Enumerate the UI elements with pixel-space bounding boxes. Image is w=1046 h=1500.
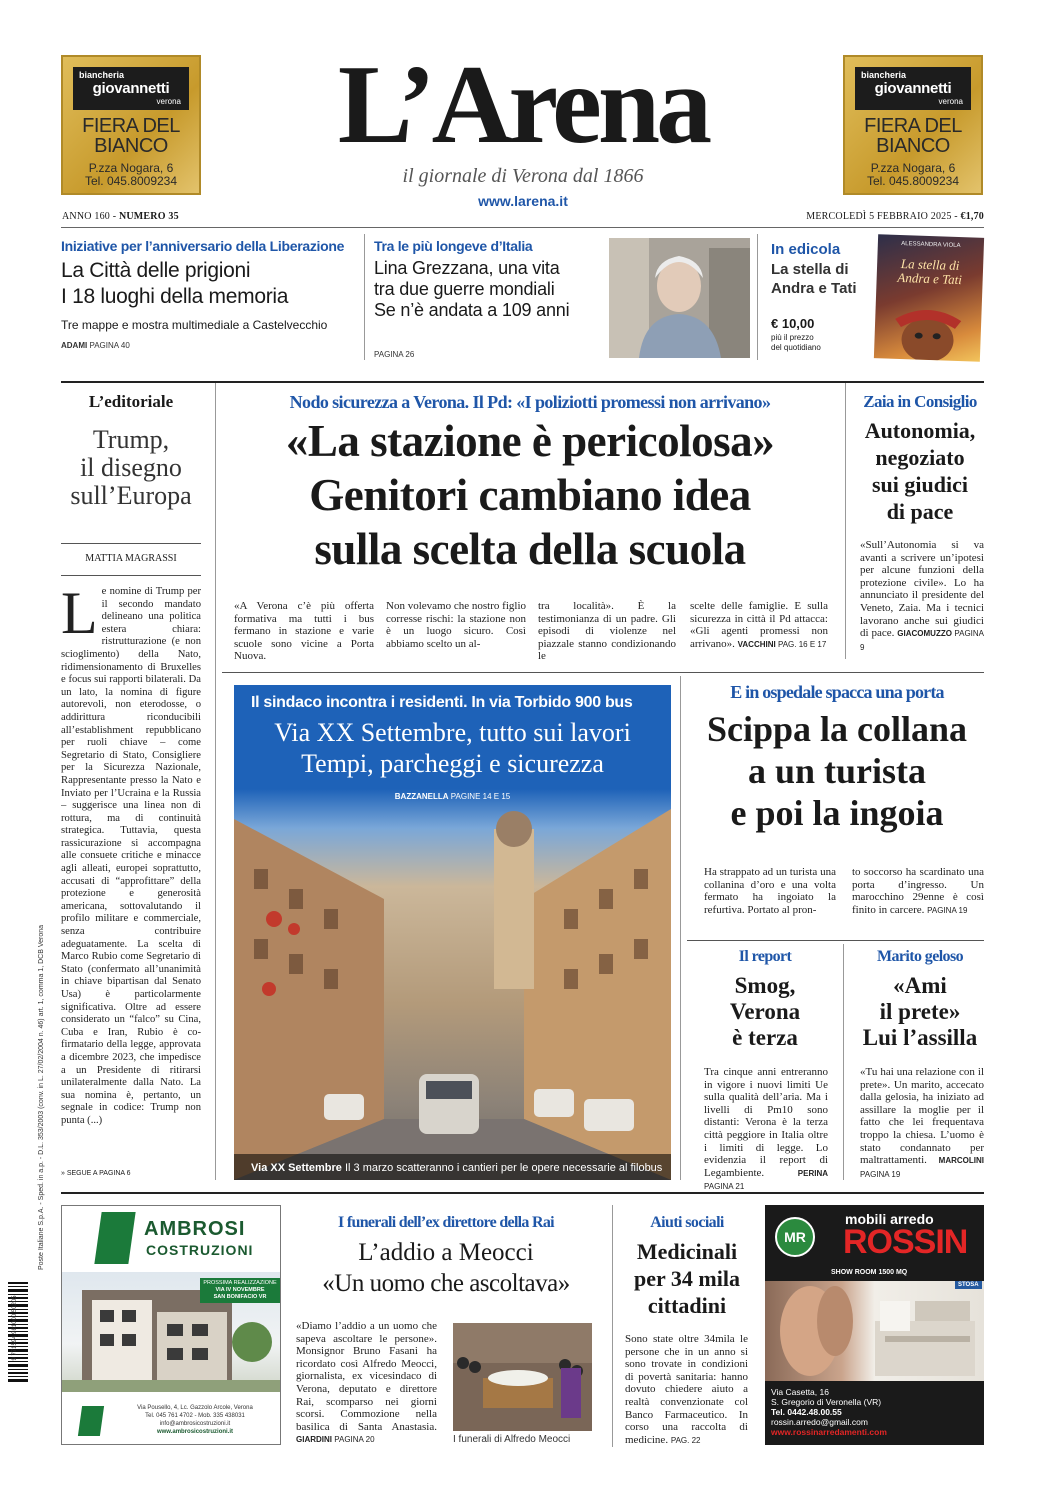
geloso-body-text: «Tu hai una relazione con il prete». Un marito, accecato dalla gelosia, ha iniziato ad assillare la moglie per il fatto che lei frequentava troppo la chiesa. L’uomo è stato condannato per maltrattamenti. — [860, 1066, 984, 1167]
teaser-title-2: I 18 luoghi della memoria — [61, 285, 289, 308]
credit-page: PAGINA 19 — [927, 905, 968, 915]
smog-title-3: è terza — [732, 1025, 798, 1050]
editorial-rule — [61, 543, 201, 544]
ambrosi-web[interactable]: www.ambrosicostruzioni.it — [156, 1429, 234, 1435]
meocci-body-text: «Diamo l’addio a un uomo che sapeva ascoltare le persone». Monsignor Bruno Fasani ha ricordato così Alfredo Meocci, giornalista, ex vicesindaco di Verona, deputato e direttore Rai, scomparso nei giorni scorsi. Commozione nella basilica di Santa Anastasia. — [296, 1320, 437, 1433]
ambrosi-contacts — [110, 1404, 280, 1436]
zaia-kicker: Zaia in Consiglio — [863, 392, 977, 411]
zaia-block[interactable] — [855, 392, 985, 525]
rossin-contacts — [771, 1387, 887, 1437]
ad-rossin[interactable] — [765, 1205, 984, 1445]
rossin-brand: ROSSIN — [843, 1223, 968, 1261]
photo-story-header[interactable] — [234, 685, 671, 789]
book-title: La stella di Andra e Tati — [897, 256, 963, 288]
column-divider — [680, 676, 681, 1180]
ambrosi-phone: Tel. 045 761 4702 - Mob. 335 438031 — [145, 1413, 245, 1419]
teaser-liberazione[interactable] — [61, 238, 357, 350]
smog-kicker: Il report — [738, 948, 792, 965]
editorial-author: MATTIA MAGRASSI — [85, 553, 177, 564]
issue-price: €1,70 — [960, 211, 984, 222]
book-author: ALESSANDRA VIOLA — [901, 240, 961, 250]
ambrosi-logo-small-icon — [78, 1406, 104, 1436]
teaser-edicola[interactable] — [771, 241, 871, 353]
edicola-title-1: La stella di — [771, 261, 849, 278]
lead-col-2: Non volevamo che nostro figlio corresse rischi: la stazione non è un luogo sicuro. Così abbiamo scelto un al- — [386, 600, 526, 650]
kitchen-illustration — [765, 1281, 984, 1381]
portrait-illustration — [609, 238, 750, 358]
lead-kicker: Nodo sicurezza a Verona. Il Pd: «I poliziotti promessi non arrivano» — [289, 392, 771, 412]
rossin-city: S. Gregorio di Veronella (VR) — [771, 1397, 882, 1407]
teaser-title-3: Se n’è andata a 109 anni — [374, 300, 570, 320]
ad-address: P.zza Nogara, 6 — [870, 161, 956, 175]
lead-title-3: sulla scelta della scuola — [314, 524, 746, 574]
photo-caption-bold: Via XX Settembre — [251, 1162, 342, 1174]
edicola-price: € 10,00 — [771, 316, 815, 331]
ambrosi-address: Via Pousello, 4, Lc. Gazzolo Arcole, Verona — [137, 1405, 253, 1411]
issue-year: ANNO 160 — [62, 211, 110, 222]
ad-address: P.zza Nogara, 6 — [88, 161, 174, 175]
site-link[interactable]: www.larena.it — [478, 193, 568, 209]
ambrosi-banner-2: VIA IV NOVEMBRE — [215, 1287, 265, 1293]
rossin-email: rossin.arredo@gmail.com — [771, 1417, 868, 1427]
issue-date-price: MERCOLEDÌ 5 FEBBRAIO 2025 - €1,70 — [806, 211, 984, 222]
geloso-title-2: il prete» — [879, 999, 961, 1024]
edicola-note-2: del quotidiano — [771, 343, 821, 352]
credit-author: BAZZANELLA — [394, 792, 449, 801]
scippo-title-3: e poi la ingoia — [730, 793, 944, 833]
ad-brand-block — [855, 67, 971, 110]
rossin-logo-icon: MR — [775, 1217, 815, 1257]
section-divider — [687, 940, 984, 941]
editorial-continue[interactable]: » SEGUE A PAGINA 6 — [61, 1170, 131, 1177]
scippo-col-2 — [852, 866, 984, 917]
meocci-body — [296, 1320, 437, 1447]
column-divider — [215, 383, 216, 1180]
ad-title: FIERA DEL BIANCO — [864, 115, 962, 157]
ad-phone: Tel. 045.8009234 — [866, 174, 960, 188]
geloso-kicker: Marito geloso — [877, 948, 963, 965]
editorial-kicker: L’editoriale — [88, 392, 174, 411]
funeral-caption: I funerali di Alfredo Meocci — [453, 1434, 571, 1445]
medicinali-title-2: per 34 mila — [634, 1266, 740, 1291]
credit-page: PAGINA 9 — [860, 629, 984, 652]
photo-story-title-1: Via XX Settembre, tutto sui lavori — [274, 718, 631, 747]
photo-story-kicker: Il sindaco incontra i residenti. In via Torbido 900 bus — [251, 694, 633, 711]
funeral-photo — [453, 1323, 592, 1431]
credit-author: MARCOLINI — [938, 1156, 984, 1166]
credit-author: VACCHINI — [737, 639, 776, 649]
barcode — [4, 1280, 32, 1390]
meocci-block[interactable] — [296, 1214, 596, 1299]
teaser-credit: PAGINA 26 — [374, 350, 415, 359]
lead-col-1: «A Verona c’è più offerta formativa ma tutti i bus fermano in stazione e varie scuole sono vicine a Porta Nuova. — [234, 600, 374, 663]
smog-title-2: Verona — [729, 999, 801, 1024]
issue-info: ANNO 160 - NUMERO 35 — [62, 211, 179, 222]
credit-page: PAGINE 14 E 15 — [450, 792, 511, 801]
column-divider — [364, 234, 365, 360]
ad-brand-block — [73, 67, 189, 110]
credit-author: GIACOMUZZO — [897, 629, 952, 639]
ad-giovannetti-right[interactable] — [843, 55, 983, 195]
rossin-showroom: SHOW ROOM 1500 MQ — [831, 1269, 908, 1276]
lead-title-1: «La stazione è pericolosa» — [285, 416, 775, 466]
rossin-brand-top: mobili arredo — [845, 1211, 934, 1227]
smog-body-text: Tra cinque anni entreranno in vigore i nuovi limiti Ue sulla qualità dell’aria. Ma i livelli di Pm10 sono distanti: Verona è la terza città peggiore in Italia oltre i limiti di legge. Lo evidenzia il report di Legambiente. — [704, 1066, 828, 1179]
ad-brand-small: biancheria — [79, 70, 125, 80]
zaia-title-2: negoziato — [875, 445, 965, 470]
street-illustration — [234, 789, 671, 1180]
ambrosi-logo-icon — [94, 1212, 135, 1264]
funeral-illustration — [453, 1323, 592, 1431]
ambrosi-brand-2: COSTRUZIONI — [146, 1242, 254, 1258]
ambrosi-banner-3: SAN BONIFACIO VR — [213, 1294, 267, 1300]
zaia-title-3: sui giudici — [872, 472, 968, 497]
meocci-kicker: I funerali dell’ex direttore della Rai — [338, 1214, 554, 1231]
issue-date: MERCOLEDÌ 5 FEBBRAIO 2025 — [806, 211, 952, 222]
teaser-subtitle: Tre mappe e mostra multimediale a Castelvecchio — [61, 318, 328, 332]
ambrosi-banner-1: PROSSIMA REALIZZAZIONE — [203, 1280, 277, 1286]
teaser-title-1: La Città delle prigioni — [61, 259, 251, 282]
column-divider — [757, 234, 758, 360]
editorial-title-1: Trump, — [92, 425, 170, 454]
grezzana-photo — [609, 238, 750, 358]
lead-col-4 — [690, 600, 828, 651]
edicola-kicker: In edicola — [771, 241, 841, 258]
teaser-credit — [61, 341, 357, 350]
medicinali-block[interactable] — [620, 1214, 754, 1319]
scippo-block[interactable] — [690, 682, 984, 834]
edicola-title-2: Andra e Tati — [771, 280, 857, 297]
smog-block[interactable] — [695, 948, 835, 1051]
barcode-number: 9 771594 981000 50205 — [12, 1295, 18, 1361]
ad-title: FIERA DEL BIANCO — [82, 115, 180, 157]
meocci-title-1: L’addio a Meocci — [358, 1239, 534, 1266]
book-illustration — [874, 298, 982, 362]
editorial-dropcap: L — [61, 586, 98, 646]
scippo-col-1: Ha strappato ad un turista una collanina d’oro e una volta fermato ha ingoiato la refurtiva. Portato al pron- — [704, 866, 836, 916]
meocci-title-2: «Un uomo che ascoltava» — [322, 1270, 570, 1297]
zaia-title-4: di pace — [886, 499, 954, 524]
rossin-address: Via Casetta, 16 — [771, 1387, 829, 1397]
ad-brand: giovannetti — [874, 80, 952, 97]
editorial-title-3: sull’Europa — [70, 481, 192, 510]
barcode-graphic — [4, 1280, 32, 1390]
rossin-web[interactable]: www.rossinarredamenti.com — [771, 1427, 887, 1437]
teaser-kicker: Iniziative per l’anniversario della Liberazione — [61, 238, 345, 254]
teaser-grezzana[interactable] — [374, 238, 606, 359]
credit-page: PAGINA 19 — [860, 1169, 901, 1179]
teaser-title-1: Lina Grezzana, una vita — [374, 258, 560, 278]
ad-ambrosi[interactable] — [61, 1205, 281, 1445]
medicinali-kicker: Aiuti sociali — [650, 1214, 724, 1231]
credit-page: PAGINA 21 — [704, 1182, 745, 1192]
section-divider — [61, 1192, 984, 1194]
medicinali-title-1: Medicinali — [636, 1239, 738, 1264]
column-divider — [845, 383, 846, 659]
book-cover — [874, 234, 984, 362]
column-divider — [843, 944, 844, 1180]
medicinali-body — [625, 1333, 748, 1447]
geloso-title-1: «Ami — [893, 973, 947, 998]
editorial-body-text: e nomine di Trump per il secondo mandato delineano una politica estera chiara: ristrutturazione (e non scioglimento) della Nato, ridimensionamento di Bruxelles e focus sui rapporti bilaterali. Da un lato, la nomina di figure autorevoli, non eterodosse, o addirittura riconducibili all’establishment repubblicano per ruoli chiave – come Segretario di Stato, Consigliere per la Sicurezza Nazionale, Rappresentante presso la Nato e Inviato per l’Ucraina e la Russia – suggerisce una linea non di rottura, ma di continuità strategica. Tuttavia, questa rassicurazione si accompagna alle consuete critiche e minacce agli alleati, europei soprattutto, accusati di “approfittare” della protezione e generosità americana, sottovalutando il profilo militare e commerciale, senza contribuire adeguatamente. La scelta di Marco Rubio come Segretario di Stato (confermato all’unanimità in chiave bipartisan dal Senato Usa) è particolarmente significativa. Oltre ad essere considerato un “falco” su Cina, Cuba e Iran, Rubio è co-firmatario della legge, approvata a dicembre 2023, che impedisce a un Presidente di ritirarsi unilateralmente dalla Nato. La sua nomina è, pertanto, un segnale in codice: Trump non punta (...) — [61, 586, 201, 1126]
editorial-block[interactable] — [61, 392, 201, 510]
rossin-phone: Tel. 0442.48.00.55 — [771, 1407, 842, 1417]
credit-author: PERINA — [797, 1168, 828, 1178]
masthead-tagline: il giornale di Verona dal 1866 — [402, 165, 644, 187]
column-divider — [612, 1205, 613, 1447]
lead-col-4-text: scelte delle famiglie. E sulla sicurezza in città il Pd attacca: «Gli agenti promessi non arrivano». — [690, 600, 828, 650]
editorial-body — [61, 586, 201, 1180]
lead-title-2: Genitori cambiano idea — [309, 470, 751, 520]
teaser-title-2: tra due guerre mondiali — [374, 279, 555, 299]
scippo-col-2-text: to soccorso ha scardinato una porta d’ingresso. Un marocchino 29enne è così finito in carcere. — [852, 866, 984, 916]
ambrosi-email: info@ambrosicostruzioni.it — [159, 1421, 231, 1427]
ambrosi-brand: AMBROSI — [144, 1218, 246, 1240]
teaser-kicker: Tra le più longeve d’Italia — [374, 238, 533, 254]
postal-notice: Poste Italiane S.p.A. - Sped. in a.p. - D.L. 353/2003 (conv. in L. 27/02/2004 n. 46) art. 1, comma 1, DCB Verona — [38, 924, 45, 1270]
credit-page: PAG. 22 — [670, 1435, 701, 1445]
ad-phone: Tel. 045.8009234 — [84, 174, 178, 188]
rossin-photo — [765, 1281, 984, 1381]
credit-author: GIARDINI — [296, 1435, 332, 1445]
via-xx-settembre-photo — [234, 789, 671, 1180]
smog-title-1: Smog, — [734, 973, 796, 998]
photo-story-title-2: Tempi, parcheggi e sicurezza — [301, 749, 604, 778]
scippo-kicker: E in ospedale spacca una porta — [730, 682, 944, 702]
geloso-title-3: Lui l’assilla — [862, 1025, 978, 1050]
ad-brand-small: biancheria — [861, 70, 907, 80]
ad-brand: giovannetti — [92, 80, 170, 97]
zaia-body — [860, 539, 984, 654]
lead-col-3: tra località». È la testimonianza di un padre. Gli episodi di violenze nel piazzale stanno condizionando le — [538, 600, 676, 663]
edicola-note-1: più il prezzo — [771, 333, 814, 342]
ad-city: verona — [938, 97, 963, 106]
masthead-divider — [61, 227, 984, 228]
lead-headline[interactable] — [222, 414, 838, 576]
zaia-title-1: Autonomia, — [864, 418, 976, 443]
photo-caption — [251, 1162, 662, 1174]
ad-city: verona — [156, 97, 181, 106]
issue-number: NUMERO 35 — [118, 211, 179, 222]
geloso-body — [860, 1066, 984, 1181]
editorial-rule — [61, 575, 201, 576]
zaia-body-text: «Sull’Autonomia si va avanti a scrivere un’ipotesi per alcune funzioni della protezione civile». Lo ha annunciato il presidente del Veneto, Zaia. Ma i tecnici lavorano anche sui giudici di pace. — [860, 539, 984, 640]
section-divider — [222, 672, 984, 673]
medicinali-body-text: Sono state oltre 34mila le persone che in un anno si sono trovate in condizioni di povertà sanitaria: hanno dovuto chiedere aiuto a realtà convenzionate col Banco Farmaceutico. In corso una raccolta di medicine. — [625, 1333, 748, 1446]
credit-author: ADAMI — [61, 341, 88, 350]
scippo-title-1: Scippa la collana — [706, 709, 968, 749]
ambrosi-banner — [200, 1278, 280, 1303]
geloso-block[interactable] — [855, 948, 985, 1051]
credit-page: PAGINA 40 — [89, 341, 130, 350]
rossin-stosa-badge: STOSA — [955, 1281, 982, 1289]
editorial-title-2: il disegno — [80, 453, 182, 482]
credit-page: PAGINA 20 — [334, 1435, 375, 1445]
scippo-title-2: a un turista — [747, 751, 927, 791]
smog-body — [704, 1066, 828, 1194]
credit-page: PAG. 16 E 17 — [777, 639, 827, 649]
ad-giovannetti-left[interactable] — [61, 55, 201, 195]
photo-caption-text: Il 3 marzo scatteranno i cantieri per le opere necessarie al filobus — [344, 1162, 663, 1174]
newspaper-masthead[interactable]: L’Arena — [337, 43, 709, 167]
medicinali-title-3: cittadini — [647, 1293, 727, 1318]
